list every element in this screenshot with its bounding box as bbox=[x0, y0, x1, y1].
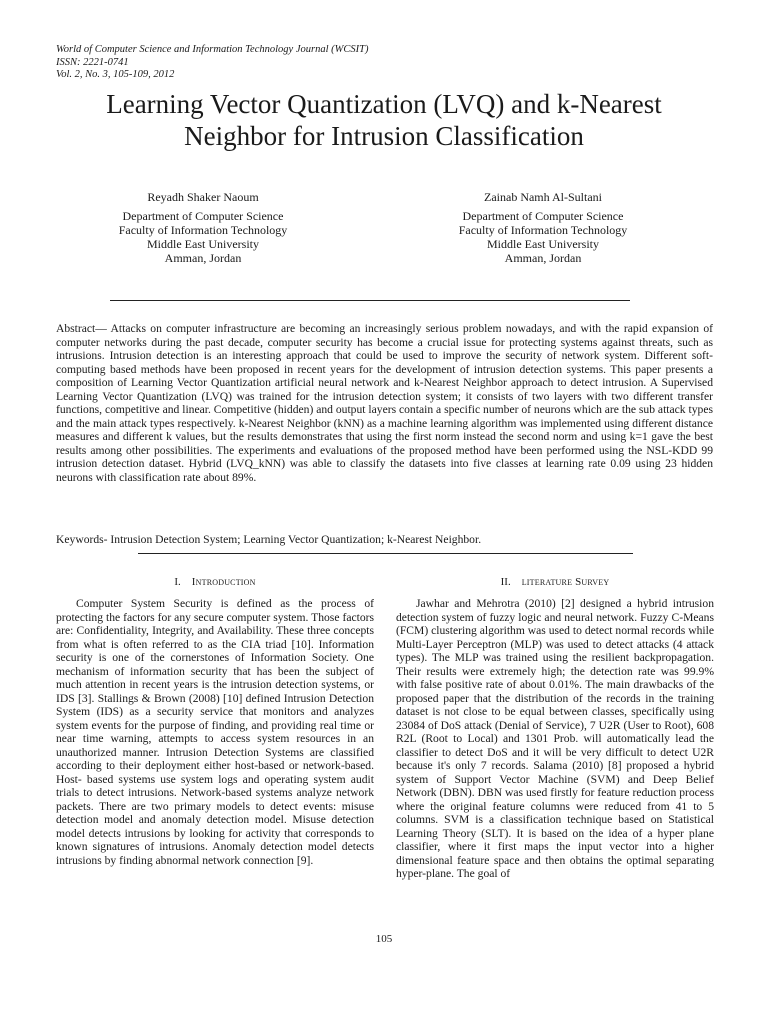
section-number: I. bbox=[174, 576, 181, 588]
author-name: Reyadh Shaker Naoum bbox=[147, 190, 259, 204]
journal-issn: ISSN: 2221-0741 bbox=[56, 56, 129, 68]
author-block-1 bbox=[83, 190, 323, 265]
abstract bbox=[56, 322, 713, 484]
section-number: II. bbox=[500, 576, 511, 588]
author-name: Zainab Namh Al-Sultani bbox=[484, 190, 602, 204]
introduction-paragraph: Computer System Security is defined as the process of protecting the factors for any secure computer system. Those factors are: Confidentiality, Integrity, and Availability. These three concepts from what is often referred to as the CIA triad [10]. Information security is one of the cornerstones of Information Society. One mechanism of information security that has been the subject of much attention in recent years is the intrusion detection systems, or IDS [3]. Stallings & Brown (2008) [10] defined Intrusion Detection System (IDS) as a security service that monitors and analyzes system events for the purpose of finding, and providing real time or near time warning, attempts to access system resources in an unauthorized manner. Intrusion Detection Systems are classified according to their deployment either host-based or network-based. Host- based systems use system logs and operating system audit trials to detect intrusions. Network-based systems analyze network packets. There are two primary models to detect events: misuse detection model and anomaly detection model. Misuse detection model detects intrusions by looking for activity that corresponds to known signatures of intrusions. Anomaly detection model detects intrusions by finding abnormal network connection [9]. bbox=[56, 597, 374, 867]
journal-header bbox=[56, 44, 368, 82]
abstract-label: Abstract— bbox=[56, 322, 107, 335]
author-department: Department of Computer Science bbox=[462, 209, 624, 223]
author-location: Amman, Jordan bbox=[164, 251, 242, 265]
author-faculty: Faculty of Information Technology bbox=[458, 223, 628, 237]
author-university: Middle East University bbox=[147, 237, 259, 251]
author-faculty: Faculty of Information Technology bbox=[118, 223, 288, 237]
section-heading-introduction bbox=[56, 576, 374, 588]
page-number: 105 bbox=[375, 933, 393, 945]
header-divider bbox=[110, 300, 630, 301]
author-location: Amman, Jordan bbox=[504, 251, 582, 265]
journal-volume: Vol. 2, No. 3, 105-109, 2012 bbox=[56, 69, 175, 80]
section-title: literature Survey bbox=[521, 576, 610, 588]
section-heading-literature-survey bbox=[396, 576, 714, 588]
section-title: Introduction bbox=[191, 576, 256, 588]
paper-title-line-2: Neighbor for Intrusion Classification bbox=[184, 121, 584, 151]
literature-survey-body bbox=[396, 597, 714, 881]
author-block-2 bbox=[423, 190, 663, 265]
author-department: Department of Computer Science bbox=[122, 209, 284, 223]
author-university: Middle East University bbox=[487, 237, 599, 251]
paper-title bbox=[40, 88, 728, 152]
paper-title-line-1: Learning Vector Quantization (LVQ) and k-Nearest bbox=[106, 89, 662, 119]
keywords: Keywords- Intrusion Detection System; Learning Vector Quantization; k-Nearest Neighbor. bbox=[56, 533, 482, 546]
abstract-text: Attacks on computer infrastructure are becoming an increasingly serious problem nowadays, and with the rapid expansion of computer networks during the past decade, computer security has become a crucial issue for protecting systems against threats, such as intrusions. Intrusion detection is an interesting approach that could be used to improve the security of network system. Different soft-computing based methods have been proposed in recent years for the development of intrusion detection systems. This paper presents a composition of Learning Vector Quantization artificial neural network and k-Nearest Neighbor approach to detect intrusion. A Supervised Learning Vector Quantization (LVQ) was trained for the intrusion detection system; it consists of two layers with two different transfer functions, competitive and linear. Competitive (hidden) and output layers contain a specific number of neurons which are the sub attack types and the main attack types respectively. k-Nearest Neighbor (kNN) as a machine learning algorithm was implemented using different distance measures and different k values, but the results demonstrates that using the first norm instead the second norm and using k=1 gave the best results among other possibilities. The experiments and evaluations of the proposed method have been performed using the NSL-KDD 99 intrusion detection dataset. Hybrid (LVQ_kNN) was able to classify the datasets into five classes at learning rate 0.09 using 23 hidden neurons with classification rate about 89%. bbox=[56, 322, 713, 484]
journal-name: World of Computer Science and Information Technology Journal (WCSIT) bbox=[56, 44, 369, 55]
literature-survey-paragraph: Jawhar and Mehrotra (2010) [2] designed a hybrid intrusion detection system of fuzzy logic and neural network. Fuzzy C-Means (FCM) clustering algorithm was used to detect normal records while Multi-Layer Perceptron (MLP) was used to detect attacks (4 attack types). The MLP was trained using the resilient backpropagation. Their results were extremely high; the detection rate was 99.9% with false positive rate of about 0.01%. The main drawbacks of the proposed paper that the distribution of the records in the training dataset is not close to be equal between classes, specifically using 23084 of DoS attack (Denial of Service), 7 U2R (User to Root), 608 R2L (Root to Local) and 1301 Prob. will automatically lead the classifier to detect DoS and it will be very difficult to detect U2R because it's only 7 records. Salama (2010) [8] proposed a hybrid system of Support Vector Machine (SVM) and Deep Belief Network (DBN). DBN was used firstly for feature reduction process where the original feature columns were reduced from 41 to 5 columns. SVM is a classification technique based on Statistical Learning Theory (SLT). It is based on the idea of a hyper plane classifier, where it first maps the input vector into a higher dimensional feature space and then obtains the optimal separating hyper-plane. The goal of bbox=[396, 597, 714, 880]
abstract-divider bbox=[138, 553, 633, 554]
introduction-body bbox=[56, 597, 374, 867]
